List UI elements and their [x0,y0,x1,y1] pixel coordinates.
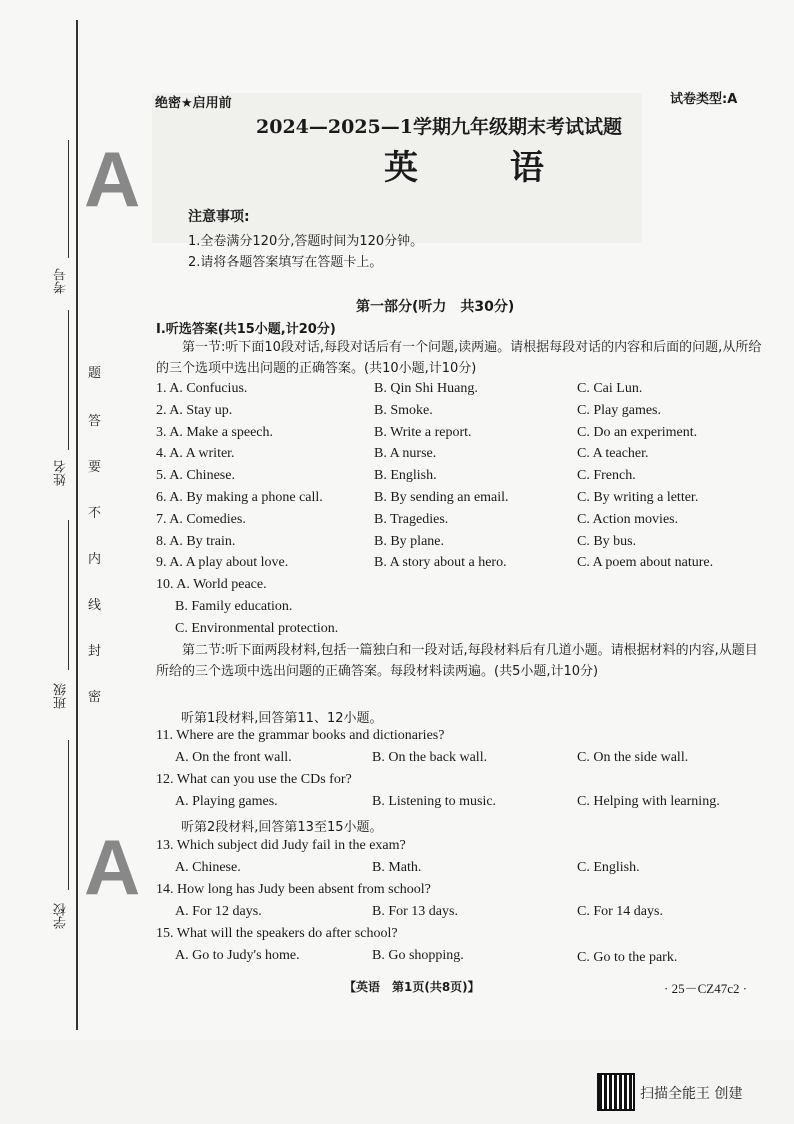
exam-number-line [68,140,69,258]
seal-char: 题 [88,366,102,381]
q7-option-c: C. Action movies. [577,511,679,527]
q11-option-a: A. On the front wall. [175,750,292,765]
q13-option-a: A. Chinese. [175,860,241,875]
seal-char: 要 [88,460,102,475]
q1-option-c: C. Cai Lun. [577,381,643,396]
label-class: 班级 [54,683,69,709]
q4-option-c: C. A teacher. [577,446,649,462]
q8-option-b: B. By plane. [374,533,444,549]
section1-heading: Ⅰ.听选答案(共15小题,计20分) [156,322,336,337]
label-school: 学校 [54,903,69,929]
q12-option-c: C. Helping with learning. [577,794,720,809]
paper-type-letter-bottom: A [84,823,141,911]
notice-item: 1.全卷满分120分,答题时间为120分钟。 [188,234,424,249]
q4-option-a: 4. A. A writer. [156,446,235,462]
q7-option-b: B. Tragedies. [374,511,449,527]
q15-option-b: B. Go shopping. [372,948,464,963]
qr-code-icon [597,1073,635,1111]
school-line [68,740,69,890]
q14-option-c: C. For 14 days. [577,904,663,919]
q12-stem: 12. What can you use the CDs for? [156,772,352,787]
q11-option-c: C. On the side wall. [577,750,689,765]
q10-option-b: B. Family education. [175,599,293,614]
q6-option-b: B. By sending an email. [374,490,509,505]
sub2-instructions: 第二节:听下面两段材料,包括一篇独白和一段对话,每段材料后有几道小题。请根据材料的内容,从题目所给的三个选项中选出问题的正确答案。每段材料读两遍。(共5小题,计10分) [156,643,758,679]
exam-code: · 25－CZ47c2 · [664,981,748,996]
seal-char: 不 [88,506,102,521]
q13-option-b: B. Math. [372,860,422,875]
q1-option-a: 1. A. Confucius. [156,381,248,396]
notice-heading: 注意事项: [188,209,250,225]
q2-option-b: B. Smoke. [374,402,433,418]
q3-option-b: B. Write a report. [374,424,472,440]
secret-mark: 绝密★启用前 [155,96,232,111]
name-line [68,310,69,450]
sub1-instructions: 第一节:听下面10段对话,每段对话后有一个问题,读两遍。请根据每段对话的内容和后面的问题,从所给的三个选项中选出问题的正确答案。(共10小题,计10分) [156,340,762,376]
q13-stem: 13. Which subject did Judy fail in the exam? [156,838,406,853]
q6-option-a: 6. A. By making a phone call. [156,490,323,505]
seal-char: 封 [88,644,102,659]
q3-option-c: C. Do an experiment. [577,424,698,440]
q2-option-c: C. Play games. [577,402,661,418]
q4-option-b: B. A nurse. [374,446,437,462]
q8-option-c: C. By bus. [577,533,637,549]
q12-option-b: B. Listening to music. [372,794,497,809]
seal-char: 答 [88,414,102,429]
q15-option-a: A. Go to Judy's home. [175,948,300,963]
class-line [68,520,69,670]
label-exam-number: 考号 [54,268,69,294]
seal-char: 线 [88,598,102,613]
page-indicator: 【英语 第1页(共8页)】 [344,980,480,994]
label-name: 姓名 [54,460,69,486]
q3-option-a: 3. A. Make a speech. [156,424,274,440]
seal-char: 密 [88,690,102,705]
q14-option-b: B. For 13 days. [372,904,458,919]
paper-type-letter-top: A [84,135,141,223]
q1-option-b: B. Qin Shi Huang. [374,381,478,396]
q9-option-a: 9. A. A play about love. [156,555,289,571]
q6-option-c: C. By writing a letter. [577,490,699,505]
notice-item: 2.请将各题答案填写在答题卡上。 [188,255,383,270]
q14-stem: 14. How long has Judy been absent from school? [156,882,431,897]
q5-option-a: 5. A. Chinese. [156,468,235,484]
paper-type: 试卷类型:A [670,92,738,107]
seal-char: 内 [88,552,102,567]
q14-option-a: A. For 12 days. [175,904,262,919]
subject-title: 英 语 [384,148,584,188]
binding-line [76,20,78,1030]
q11-stem: 11. Where are the grammar books and dictionaries? [156,728,445,743]
q9-option-b: B. A story about a hero. [374,555,507,571]
q5-option-c: C. French. [577,468,636,484]
q10-option-c: C. Environmental protection. [175,621,339,636]
q8-option-a: 8. A. By train. [156,533,236,549]
part1-heading: 第一部分(听力 共30分) [356,299,515,315]
scanner-watermark: 扫描全能王 创建 [640,1086,743,1102]
q9-option-c: C. A poem about nature. [577,555,714,571]
q10-stem: 10. A. World peace. [156,577,267,592]
q7-option-a: 7. A. Comedies. [156,511,246,527]
q13-option-c: C. English. [577,860,640,875]
q15-stem: 15. What will the speakers do after school? [156,926,398,941]
material2-instruction: 听第2段材料,回答第13至15小题。 [181,820,383,835]
exam-title: 2024—2025—1学期九年级期末考试试题 [256,116,622,138]
q5-option-b: B. English. [374,468,437,484]
q11-option-b: B. On the back wall. [372,750,488,765]
q15-option-c: C. Go to the park. [577,950,678,965]
material1-instruction: 听第1段材料,回答第11、12小题。 [181,711,383,726]
q2-option-a: 2. A. Stay up. [156,402,233,418]
q12-option-a: A. Playing games. [175,794,278,809]
